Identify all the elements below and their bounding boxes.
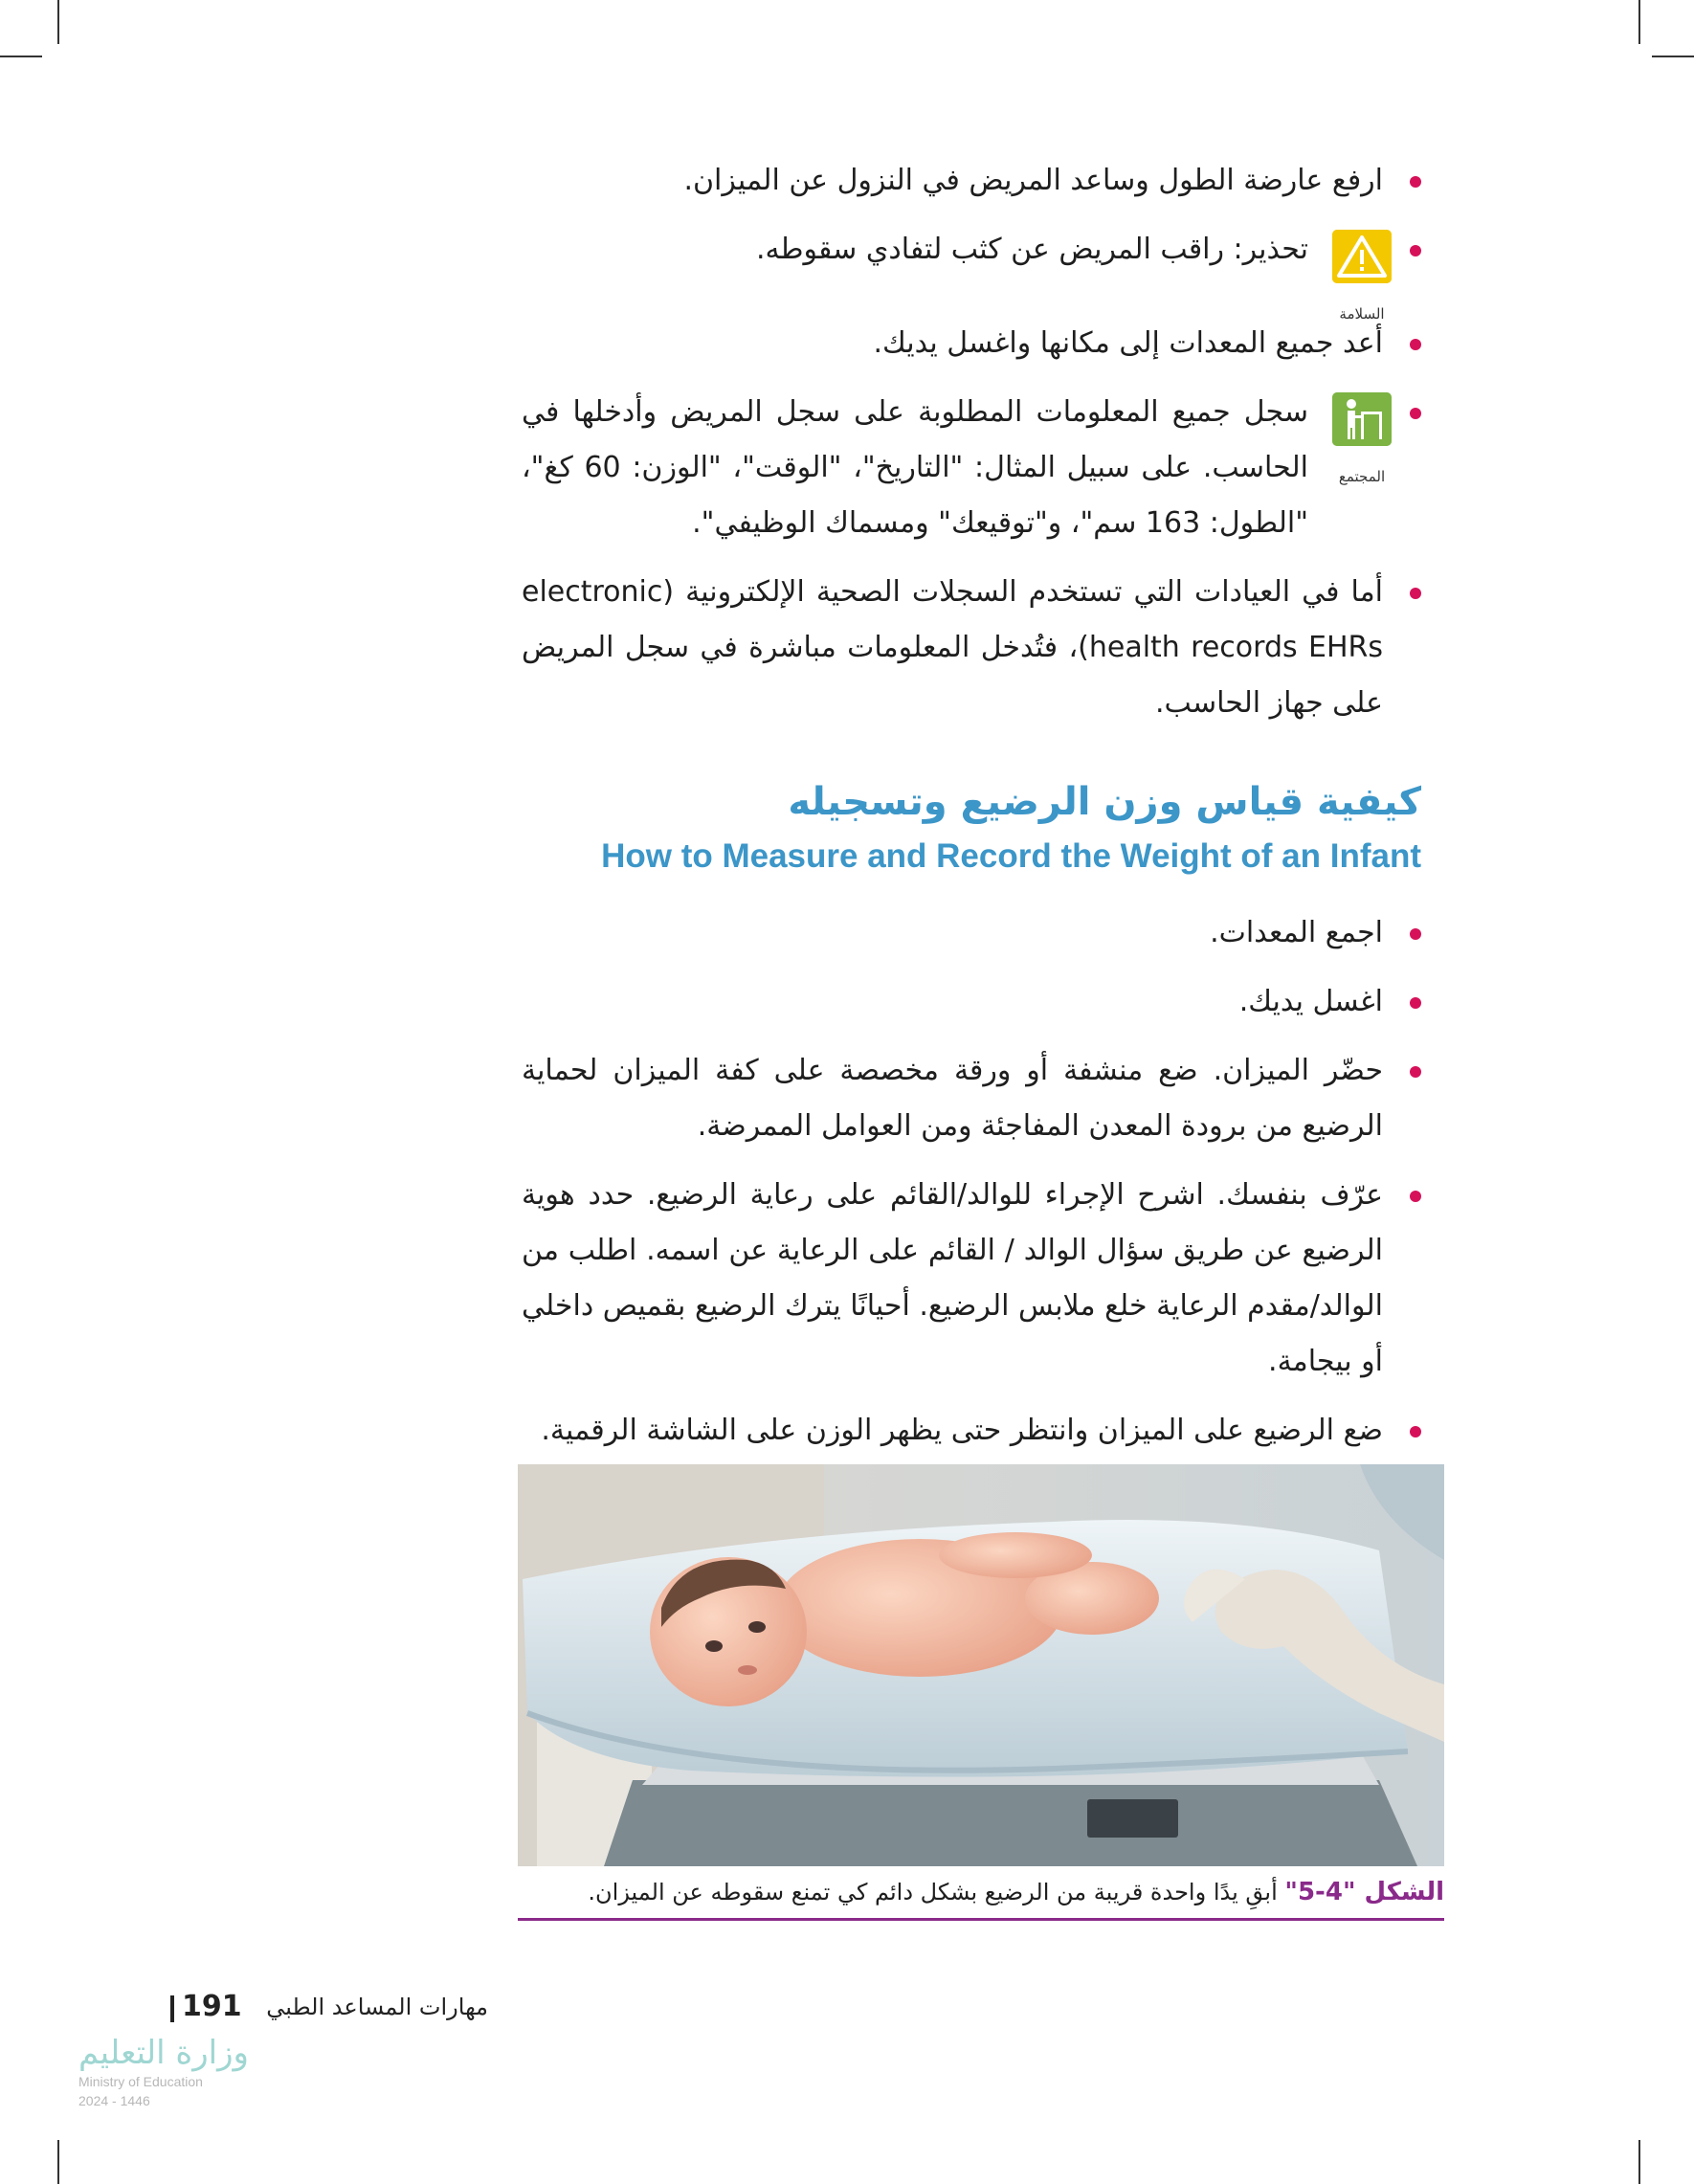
community-label: المجتمع [1338,468,1386,485]
bullet [1410,176,1421,188]
list-item: ارفع عارضة الطول وساعد المريض في النزول عن الميزان. [522,153,1421,209]
list-item: اغسل يديك. [522,974,1421,1030]
bullet [1410,588,1421,599]
list-item: اجمع المعدات. [522,905,1421,961]
list-item: عرّف بنفسك. اشرح الإجراء للوالد/القائم على رعاية الرضيع. حدد هوية الرضيع عن طريق سؤال الوالد / القائم على الرعاية عن اسمه. اطلب من الوالد/مقدم الرعاية خلع ملابس الرضيع. أحيانًا يترك الرضيع بقميص داخلي أو بيجامة. [522,1168,1421,1390]
ministry-logo [78,2034,270,2110]
bullet [1410,1066,1421,1078]
bullet [1410,339,1421,350]
figure-label: الشكل "4-5" [1284,1878,1444,1906]
ministry-name-arabic: وزارة التعليم [78,2034,249,2072]
page-content [522,153,1421,1596]
community-icon-box [1327,392,1396,486]
crop-mark [1638,2140,1640,2184]
list-item: المجتمع سجل جميع المعلومات المطلوبة على سجل المريض وأدخلها في الحاسب. على سبيل المثال: "التاريخ"، "الوقت"، "الوزن: 60 كغ"، "الطول: 163 سم"، و"توقيعك" ومسماك الوظيفي". [522,385,1421,551]
infant-on-scale-photo [518,1464,1444,1866]
list-item: ضع الرضيع على الميزان وانتظر حتى يظهر الوزن على الشاشة الرقمية. [522,1403,1421,1459]
list-item: السلامة تحذير: راقب المريض عن كثب لتفادي سقوطه. [522,222,1421,278]
safety-label: السلامة [1339,305,1385,323]
bullet [1410,408,1421,419]
figure-caption [518,1876,1444,1921]
warning-triangle-icon [1332,230,1392,283]
bullet [1410,245,1421,256]
bullet [1410,997,1421,1009]
bullet [1410,1426,1421,1437]
crop-mark [57,0,59,44]
page-number: 191 [182,1990,242,2023]
crop-mark [0,56,42,57]
figure-caption-text: أبقِ يدًا واحدة قريبة من الرضيع بشكل دائم كي تمنع سقوطه عن الميزان. [588,1879,1278,1905]
bullet [1410,1191,1421,1202]
ministry-name-english: Ministry of Education [78,2074,203,2089]
community-icon [1332,392,1392,446]
crop-mark [1652,56,1694,57]
list-item: أعد جميع المعدات إلى مكانها واغسل يديك. [522,316,1421,371]
crop-mark [1638,0,1640,44]
list-item: أما في العيادات التي تستخدم السجلات الصحية الإلكترونية (electronic health records EHRs)، فتُدخل المعلومات مباشرة في سجل المريض على جهاز الحاسب. [522,565,1421,731]
list-item: حضّر الميزان. ضع منشفة أو ورقة مخصصة على كفة الميزان لحماية الرضيع من برودة المعدن المفاجئة ومن العوامل الممرضة. [522,1043,1421,1154]
safety-icon-box [1327,230,1396,323]
page-number-bar [170,1995,174,2022]
book-title: مهارات المساعد الطبي [266,1994,488,2020]
bullet [1410,928,1421,940]
section-title-english: How to Measure and Record the Weight of an Infant [601,837,1421,875]
crop-mark [57,2140,59,2184]
section-title-arabic: كيفية قياس وزن الرضيع وتسجيله [788,780,1421,824]
ministry-year: 2024 - 1446 [78,2093,150,2108]
